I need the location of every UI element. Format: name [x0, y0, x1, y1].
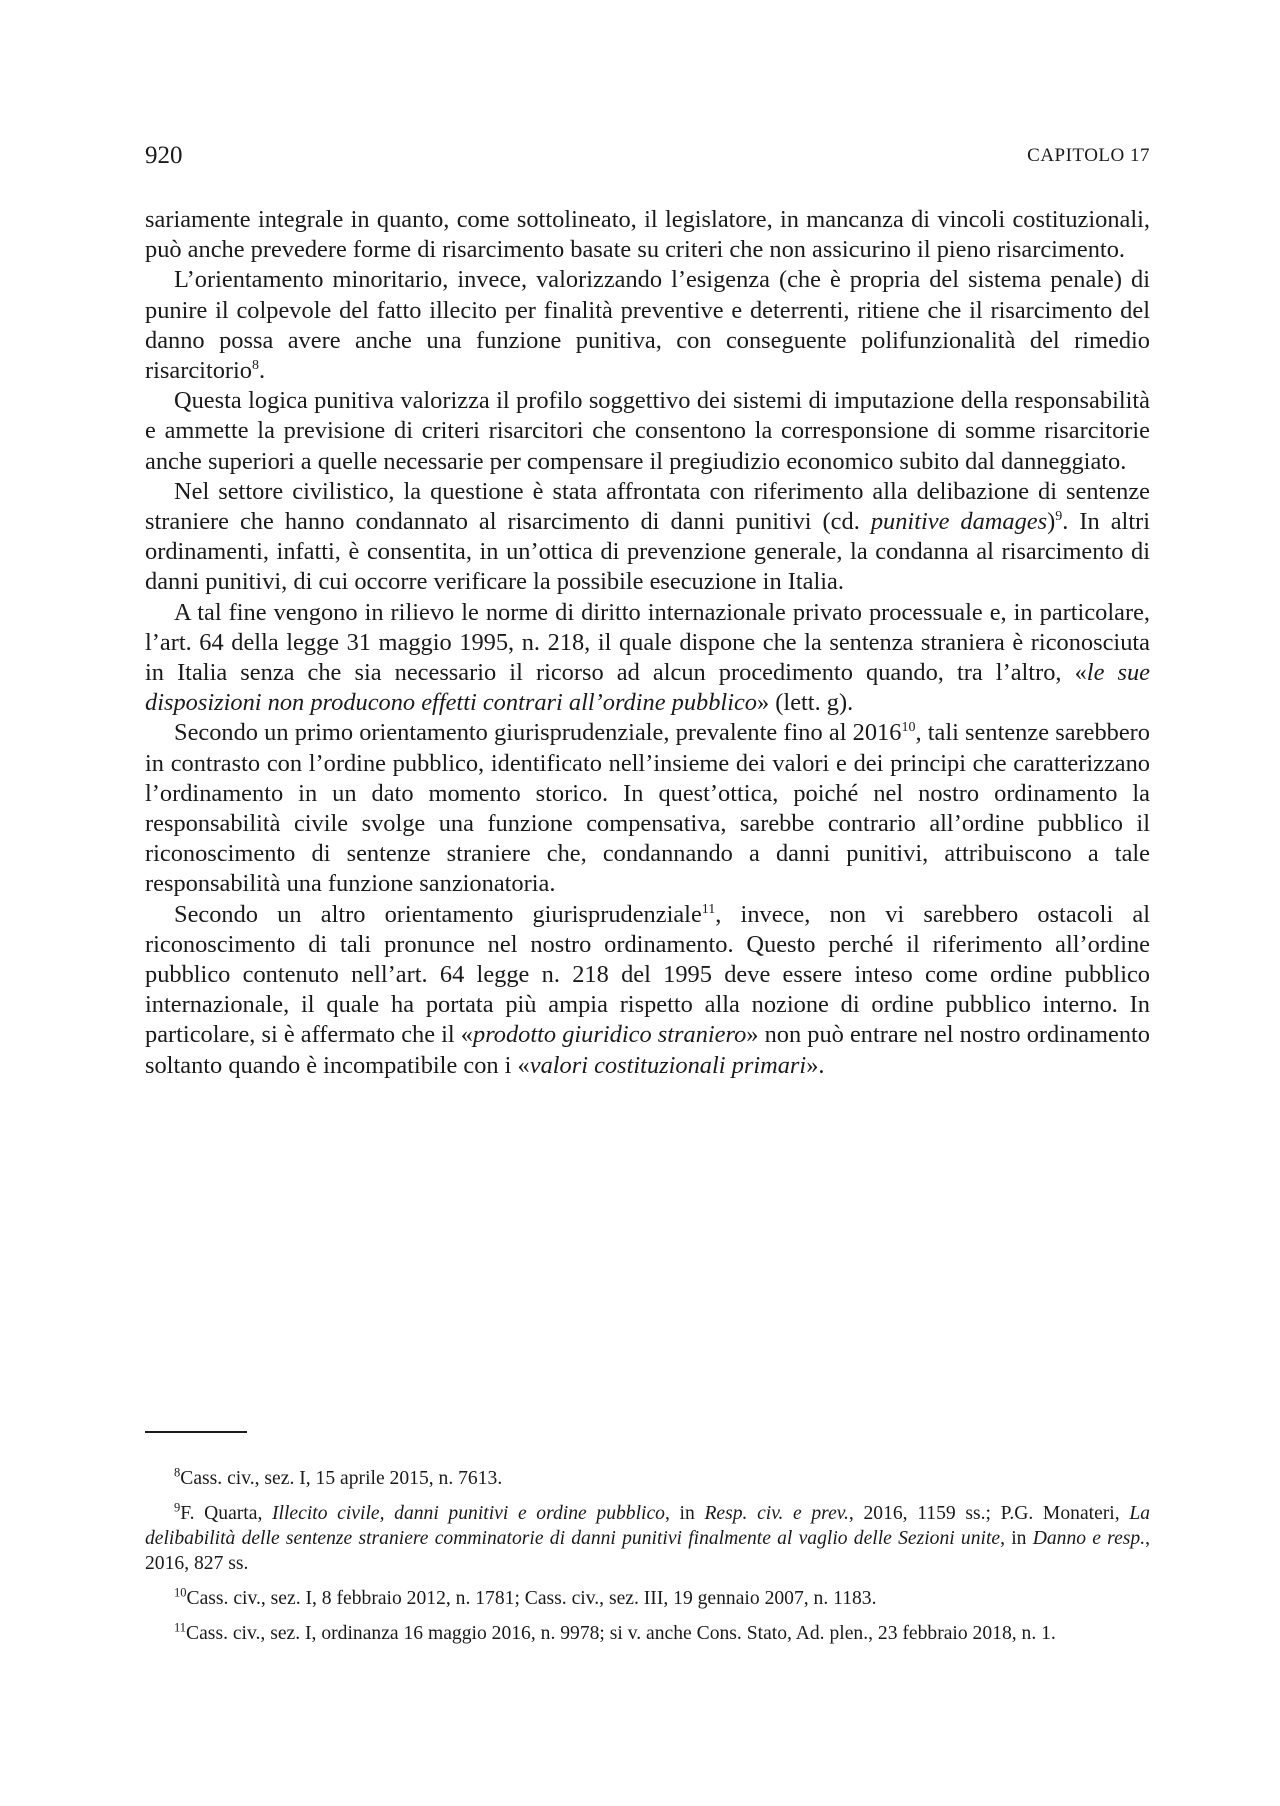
chapter-label: CAPITOLO 17 — [1027, 145, 1150, 166]
journal-name: Danno e resp. — [1032, 1528, 1146, 1549]
running-header — [145, 142, 1150, 172]
footnote-ref-8[interactable]: 8 — [252, 357, 260, 373]
footnote-text: Cass. civ., sez. I, ordinanza 16 maggio 2016, n. 9978; si v. anche Cons. Stato, Ad. plen., 23 febbraio 2018, n. 1. — [186, 1623, 1056, 1644]
paragraph-text: Nel settore civilistico, la questione è stata affrontata con riferimento alla delibazione di sentenze straniere che hanno condannato al risarcimento di danni punitivi (cd. — [145, 477, 1150, 536]
italic-quote: le sue disposizioni non producono effetti contrari all’ordine pubblico — [145, 659, 1151, 717]
paragraph-5 — [145, 598, 1150, 719]
paragraph-text: L’orientamento minoritario, invece, valorizzando l’esigenza (che è propria del sistema penale) di punire il colpevole del fatto illecito per finalità preventive e deterrenti, ritiene che il risarcimento del danno possa avere anche una funzione punitiva, con conseguente polifunzionalità del rimedio risarcitorio — [145, 266, 1150, 385]
paragraph-3 — [145, 386, 1150, 477]
footnote-text: , 2016, 1159 ss.; P.G. Monateri, — [848, 1503, 1130, 1524]
footnotes — [145, 1466, 1150, 1656]
footnote-number: 11 — [174, 1620, 187, 1635]
paragraph-text: Secondo un altro orientamento giurisprudenziale — [174, 900, 702, 928]
footnote-divider — [145, 1431, 247, 1433]
paragraph-6 — [145, 718, 1150, 899]
citation-title: La delibabilità delle sentenze straniere comminatorie di danni punitivi finalmente al vaglio delle Sezioni unite — [145, 1503, 1151, 1549]
citation-title: Illecito civile, danni punitivi e ordine pubblico — [272, 1503, 665, 1524]
footnote-text: , in — [664, 1503, 705, 1524]
paragraph-text: » (lett. g). — [757, 689, 854, 717]
footnote-text: F. Quarta, — [180, 1503, 273, 1524]
footnote-ref-11[interactable]: 11 — [701, 901, 716, 917]
italic-quote: valori costituzionali primari — [529, 1051, 807, 1079]
footnote-number: 8 — [174, 1465, 181, 1480]
footnote-10 — [145, 1586, 1150, 1611]
footnote-text: , 2016, 827 ss. — [145, 1528, 1151, 1574]
footnote-text: Cass. civ., sez. I, 8 febbraio 2012, n. 1781; Cass. civ., sez. III, 19 gennaio 2007, n. 1183. — [186, 1588, 877, 1609]
journal-name: Resp. civ. e prev. — [704, 1503, 849, 1524]
paragraph-text: » non può entrare nel nostro ordinamento soltanto quando è incompatibile con i « — [145, 1021, 1150, 1079]
footnote-number: 10 — [174, 1585, 187, 1600]
footnote-11 — [145, 1621, 1150, 1646]
paragraph-text: ». — [806, 1051, 825, 1079]
paragraph-text: , invece, non vi sarebbero ostacoli al riconoscimento di tali pronunce nel nostro ordinamento. Questo perché il riferimento all’ordine pubblico contenuto nell’art. 64 legge n. 218 del 1995 deve essere inteso come ordine pubblico internazionale, il quale ha portata più ampia rispetto alla nozione di ordine pubblico interno. In particolare, si è affermato che il « — [145, 900, 1150, 1049]
paragraph-text: . In altri ordinamenti, infatti, è consentita, in un’ottica di prevenzione generale, la condanna al risarcimento di danni punitivi, di cui occorre verificare la possibile esecuzione in Italia. — [145, 508, 1150, 596]
page-number: 920 — [145, 142, 183, 169]
footnote-9 — [145, 1501, 1150, 1576]
footnote-text: Cass. civ., sez. I, 15 aprile 2015, n. 7613. — [180, 1468, 503, 1489]
italic-quote: prodotto giuridico straniero — [473, 1021, 747, 1049]
italic-term: punitive damages — [870, 508, 1048, 536]
paragraph-text: Secondo un primo orientamento giurisprudenziale, prevalente fino al 2016 — [174, 719, 902, 747]
paragraph-4 — [145, 477, 1150, 598]
punctuation: . — [259, 357, 266, 385]
body-text — [145, 205, 1150, 1081]
footnote-8 — [145, 1466, 1150, 1491]
paragraph-text: sariamente integrale in quanto, come sottolineato, il legislatore, in mancanza di vincoli costituzionali, può anche prevedere forme di risarcimento basate su criteri che non assicurino il pieno risarcimento. — [145, 206, 1150, 264]
paragraph-text: , tali sentenze sarebbero in contrasto con l’ordine pubblico, identificato nell’insieme dei valori e dei principi che caratterizzano l’ordinamento in un dato momento storico. In quest’ottica, poiché nel nostro ordinamento la responsabilità civile svolge una funzione compensativa, sarebbe contrario all’ordine pubblico il riconoscimento di sentenze straniere che, condannando a danni punitivi, attribuiscono a tale responsabilità una funzione sanzionatoria. — [145, 719, 1150, 898]
footnote-ref-10[interactable]: 10 — [901, 720, 916, 736]
paragraph-text: ) — [1047, 508, 1056, 536]
paragraph-text: Questa logica punitiva valorizza il profilo soggettivo dei sistemi di imputazione della responsabilità e ammette la previsione di criteri risarcitori che consentono la corresponsione di somme risarcitorie anche superiori a quelle necessarie per compensare il pregiudizio economico subito dal danneggiato. — [145, 387, 1150, 475]
paragraph-1 — [145, 205, 1150, 265]
paragraph-text: A tal fine vengono in rilievo le norme di diritto internazionale privato processuale e, in particolare, l’art. 64 della legge 31 maggio 1995, n. 218, il quale dispone che la sentenza straniera è riconosciuta in Italia senza che sia necessario il ricorso ad alcun procedimento quando, tra l’altro, « — [145, 598, 1150, 687]
footnote-ref-9[interactable]: 9 — [1055, 508, 1063, 524]
paragraph-2 — [145, 265, 1150, 386]
paragraph-7 — [145, 900, 1150, 1081]
footnote-number: 9 — [174, 1500, 181, 1515]
footnote-text: , in — [1000, 1528, 1033, 1549]
